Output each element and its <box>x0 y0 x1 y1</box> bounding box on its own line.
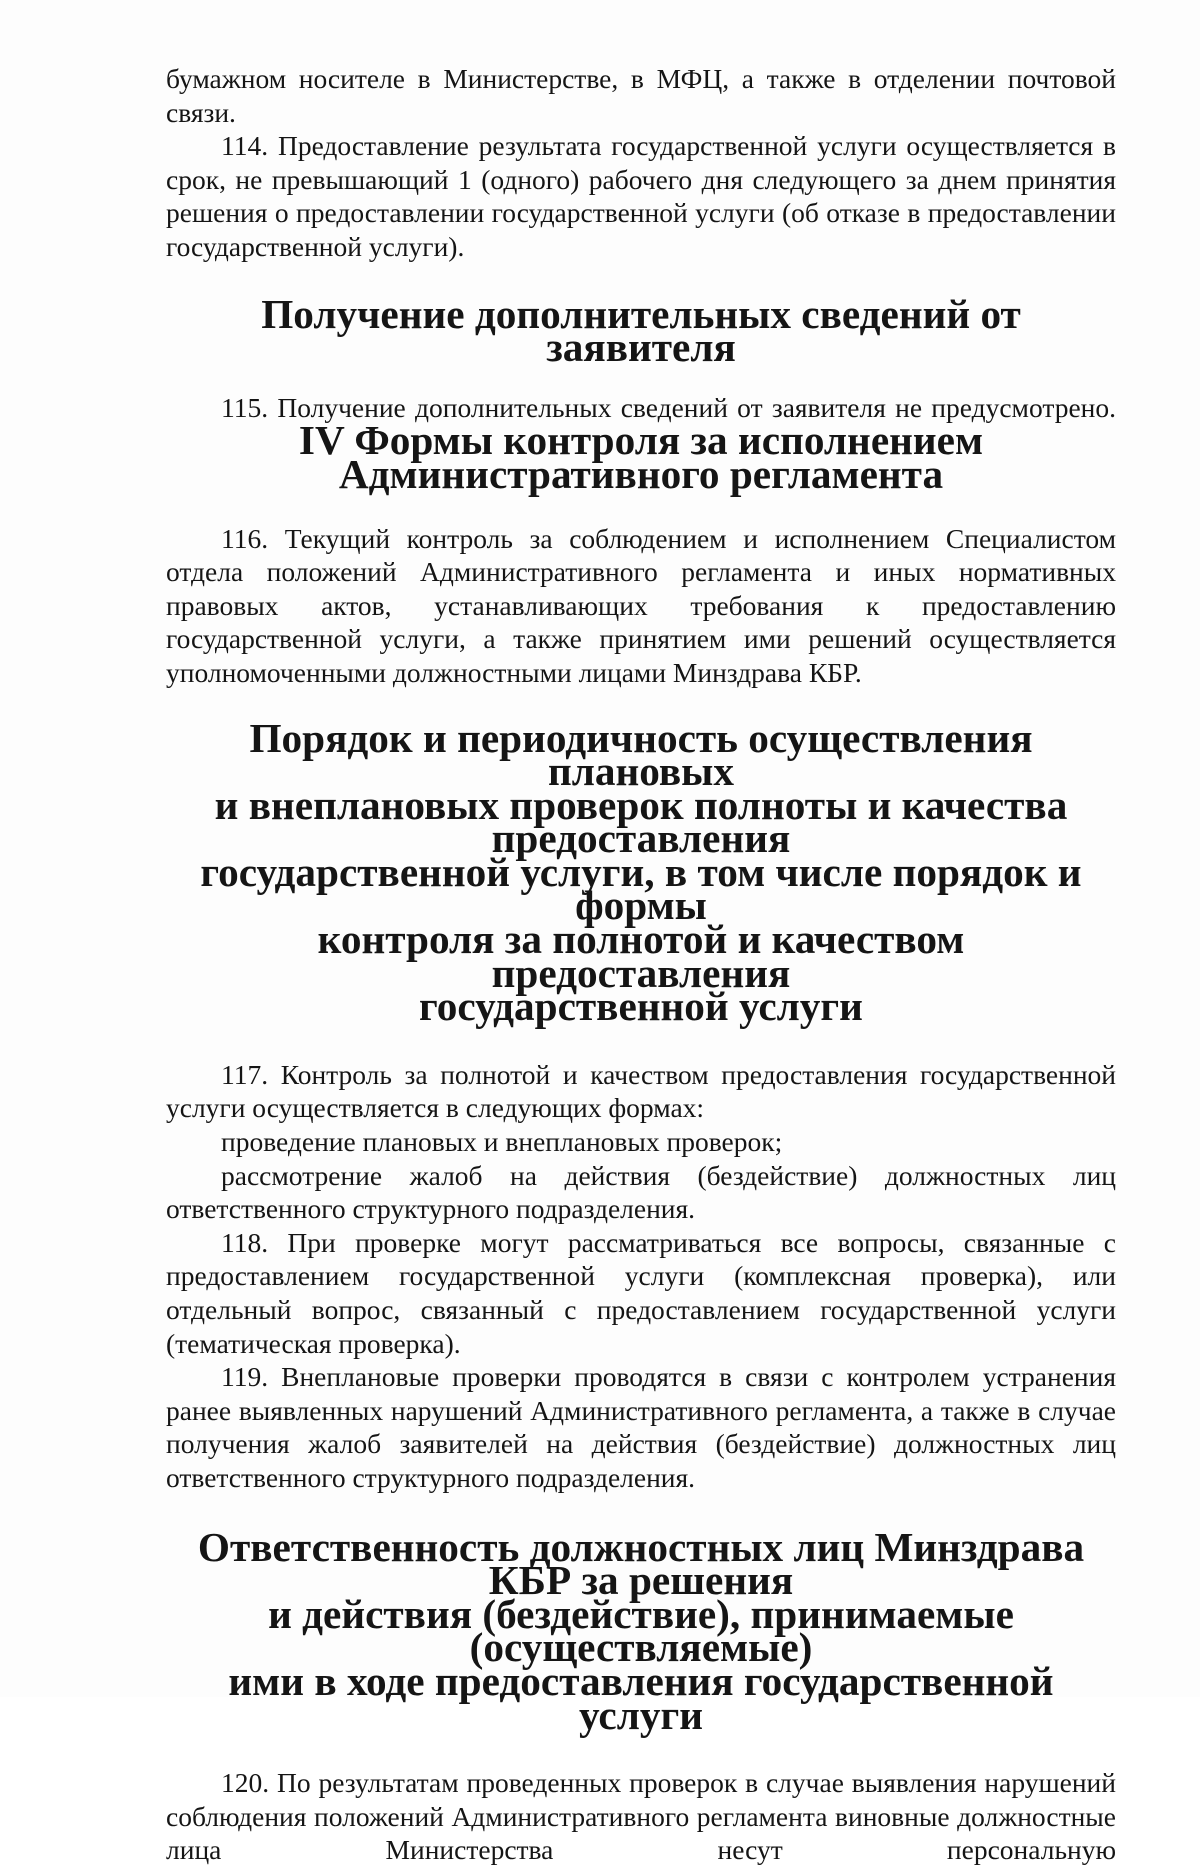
paragraph-119: 119. Внеплановые проверки проводятся в связи с контролем устранения ранее выявленных нарушений Административного регламента, а также в случае получения жалоб заявителей на действия (бездействие) должностных лиц ответственного структурного подразделения. <box>166 1361 1116 1493</box>
paragraph-116: 116. Текущий контроль за соблюдением и исполнением Специалистом отдела положений Административного регламента и иных нормативных правовых актов, устанавливающих требования к предоставлению государственной услуги, а также принятием ими решений осуществляется уполномоченными должностными лицами Минздрава КБР. <box>166 522 1116 688</box>
paragraph-114: 114. Предоставление результата государственной услуги осуществляется в срок, не превышающий 1 (одного) рабочего дня следующего за днем принятия решения о предоставлении государственной услуги (об отказе в предоставлении государственной услуги). <box>166 130 1116 262</box>
heading-checks-line2: и внеплановых проверок полноты и качества предоставления <box>214 781 1068 862</box>
heading-responsibility-line2: и действия (бездействие), принимаемые (осуществляемые) <box>268 1590 1014 1671</box>
heading-checks-line3: государственной услуги, в том числе порядок и формы <box>200 848 1082 929</box>
heading-additional-info: Получение дополнительных сведений от заявителя <box>261 290 1021 371</box>
paragraph-113-continuation: бумажном носителе в Министерстве, в МФЦ, а также в отделении почтовой связи. <box>166 63 1116 128</box>
heading-section-iv <box>166 417 1116 497</box>
heading-section-iv-line2: Административного регламента <box>338 450 944 497</box>
heading-checks-line4: контроля за полнотой и качеством предоставления <box>317 916 965 996</box>
paragraph-115-text: 115. Получение дополнительных сведений от заявителя не предусмотрено. <box>221 391 1116 423</box>
heading-checks-line1: Порядок и периодичность осуществления плановых <box>249 714 1033 795</box>
heading-responsibility-line3: ими в ходе предоставления государственной услуги <box>228 1657 1054 1738</box>
paragraph-117: 117. Контроль за полнотой и качеством предоставления государственной услуги осуществляется в следующих формах: <box>166 1058 1116 1124</box>
heading-checks-line5: государственной услуги <box>419 983 863 1030</box>
paragraph-120: 120. По результатам проведенных проверок в случае выявления нарушений соблюдения положений Административного регламента виновные должностные лица Министерства несут персональную <box>166 1767 1116 1866</box>
paragraph-118: 118. При проверке могут рассматриваться все вопросы, связанные с предоставлением государственной услуги (комплексная проверка), или отдельный вопрос, связанный с предоставлением государственной услуги (тематическая проверка). <box>166 1226 1116 1359</box>
paragraph-117-item-2: рассмотрение жалоб на действия (бездействие) должностных лиц ответственного структурного подразделения. <box>166 1159 1116 1225</box>
document-body <box>166 62 1116 1867</box>
heading-responsibility <box>166 1523 1116 1738</box>
paragraph-117-item-1: проведение плановых и внеплановых проверок; <box>221 1126 783 1158</box>
heading-checks <box>166 714 1116 1030</box>
heading-section-iv-line1: IV Формы контроля за исполнением <box>298 417 984 464</box>
heading-responsibility-line1: Ответственность должностных лиц Минздрава КБР за решения <box>197 1523 1085 1604</box>
